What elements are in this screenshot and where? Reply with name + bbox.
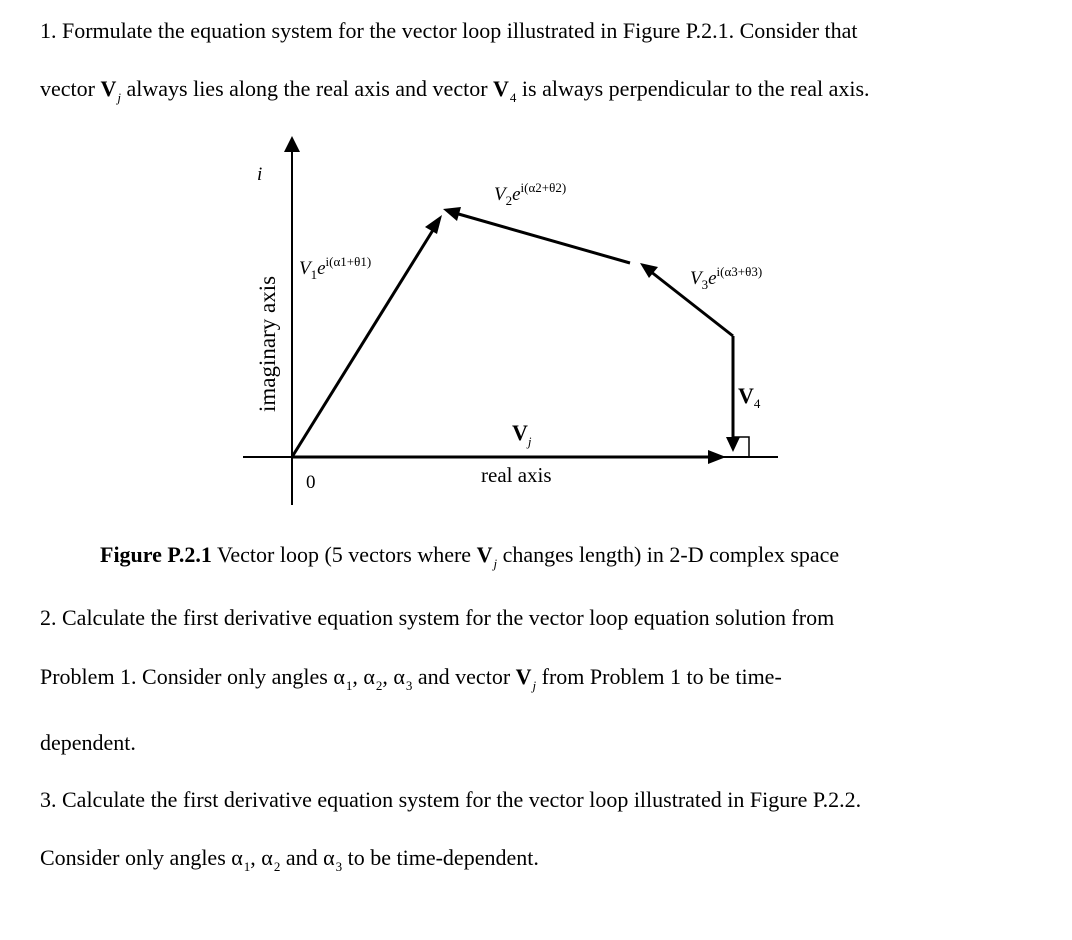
- text: and: [280, 845, 324, 870]
- subscript: j: [532, 678, 537, 693]
- comma: ,: [352, 664, 364, 689]
- subscript: j: [117, 90, 121, 105]
- text: is always perpendicular to the real axis.: [516, 76, 870, 101]
- subscript: j: [493, 556, 498, 571]
- v2-base: V: [494, 184, 506, 205]
- vector-v2-arrowhead: [443, 207, 461, 221]
- problem-2-line-1: 2. Calculate the first derivative equation system for the vector loop equation solution from: [40, 605, 835, 630]
- v2-sub: 2: [505, 193, 513, 208]
- subscript: 1: [243, 859, 251, 874]
- problem-2-line-3: dependent.: [40, 730, 136, 755]
- v3-e: e: [708, 268, 717, 289]
- text: from Problem 1 to be time-: [536, 664, 782, 689]
- comma: ,: [250, 845, 262, 870]
- text: and vector: [412, 664, 516, 689]
- text: vector: [40, 76, 101, 101]
- problem-3-line-2: [40, 845, 539, 874]
- vj-sub: j: [527, 434, 532, 449]
- v4-sub: 4: [753, 396, 761, 411]
- text: Problem 1. Consider only angles: [40, 664, 334, 689]
- caption-title: Figure P.2.1: [100, 542, 212, 567]
- subscript: 4: [509, 90, 517, 105]
- problem-2-line-2: [40, 664, 782, 693]
- subscript: 2: [273, 859, 281, 874]
- v1-sub: 1: [310, 267, 318, 282]
- text: always lies along the real axis and vector: [120, 76, 494, 101]
- text: Consider only angles: [40, 845, 232, 870]
- v1-e: e: [317, 258, 326, 279]
- vector-v2: [455, 213, 630, 263]
- vector-v1-arrowhead: [425, 215, 442, 234]
- vector-vj: V: [515, 664, 532, 689]
- alpha-2: α: [363, 664, 375, 689]
- text: Vector loop (5 vectors where: [211, 542, 477, 567]
- problem-1-line-1: 1. Formulate the equation system for the vector loop illustrated in Figure P.2.1. Consider that: [40, 18, 858, 43]
- alpha-1: α: [333, 664, 345, 689]
- problem-3-line-1: 3. Calculate the first derivative equation system for the vector loop illustrated in Figure P.2.2.: [40, 787, 862, 812]
- y-axis-symbol: i: [257, 164, 263, 185]
- v4-base: V: [738, 383, 754, 408]
- alpha-3: α: [393, 664, 405, 689]
- v1-label: [299, 254, 371, 282]
- v4-label: [738, 383, 761, 411]
- subscript: 1: [345, 678, 353, 693]
- alpha-3: α: [323, 845, 335, 870]
- alpha-1: α: [231, 845, 243, 870]
- v2-exp: i(α2+θ2): [520, 180, 567, 195]
- imaginary-axis-arrowhead: [284, 136, 300, 152]
- vector-vj: V: [100, 76, 117, 101]
- vector-vj: V: [476, 542, 493, 567]
- comma: ,: [382, 664, 394, 689]
- v2-label: [494, 180, 566, 208]
- v3-base: V: [690, 268, 702, 289]
- alpha-2: α: [261, 845, 273, 870]
- x-axis-label: real axis: [481, 463, 552, 487]
- y-axis-label: imaginary axis: [255, 275, 280, 412]
- subscript: 3: [335, 859, 343, 874]
- text: to be time-dependent.: [342, 845, 539, 870]
- v1-exp: i(α1+θ1): [325, 254, 372, 269]
- v2-e: e: [512, 184, 521, 205]
- subscript: 2: [375, 678, 383, 693]
- v1-base: V: [299, 258, 311, 279]
- vj-label: [512, 420, 532, 449]
- vector-v4-arrowhead: [726, 437, 740, 452]
- subscript: 3: [405, 678, 413, 693]
- origin-label: 0: [306, 472, 316, 493]
- vector-vj-arrowhead: [708, 450, 726, 464]
- vj-base: V: [512, 420, 528, 445]
- text: changes length) in 2-D complex space: [497, 542, 840, 567]
- v3-sub: 3: [701, 277, 709, 292]
- v3-exp: i(α3+θ3): [716, 264, 763, 279]
- v3-label: [690, 264, 762, 292]
- vector-v4: V: [493, 76, 509, 101]
- figure-caption: [100, 542, 840, 571]
